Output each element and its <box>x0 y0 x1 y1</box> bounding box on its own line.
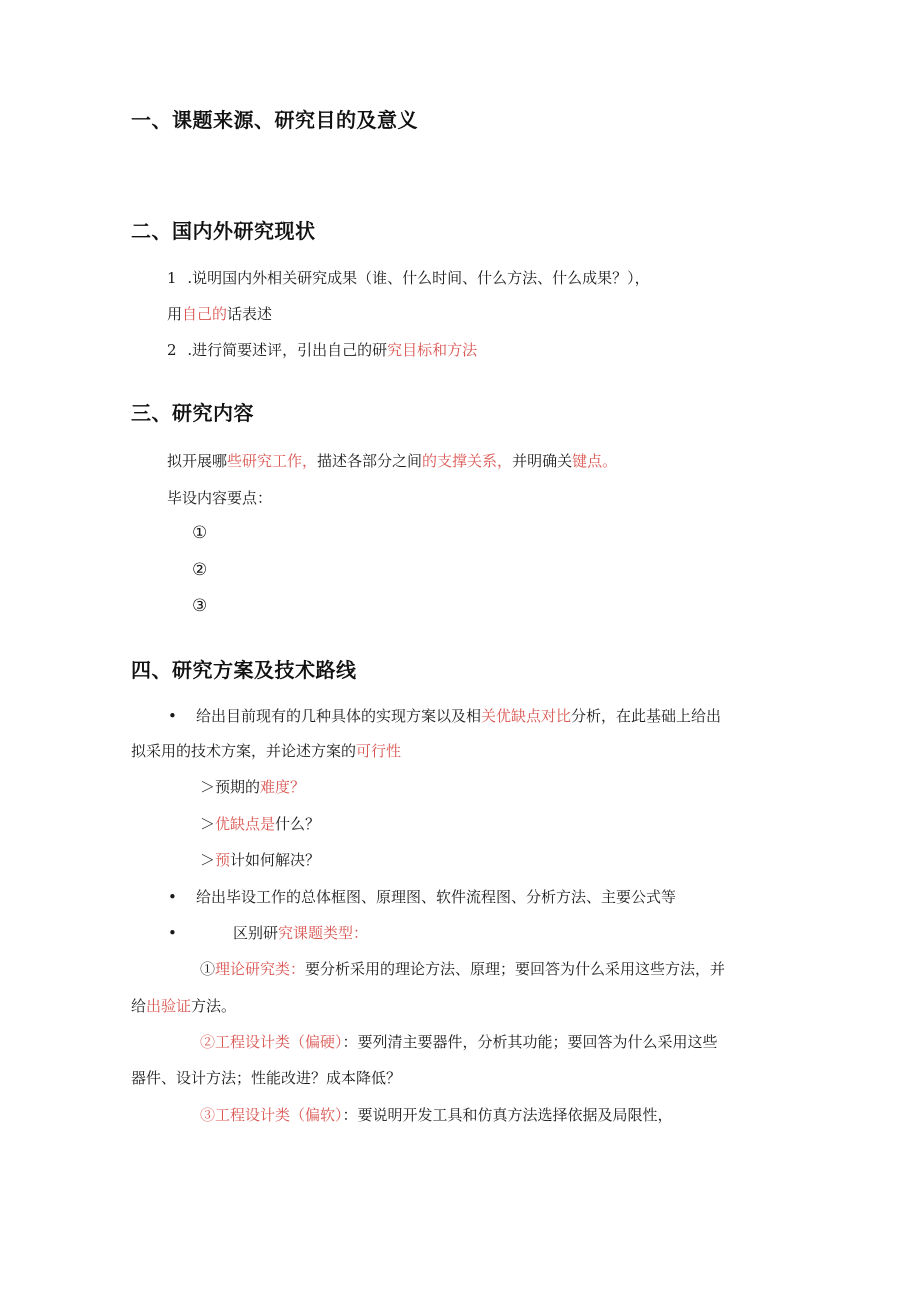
text-segment: 要分析采用的理论方法、原理；要回答为什么采用这些方法，并 <box>305 960 726 978</box>
text-segment: 给 <box>131 997 147 1015</box>
section-1-heading: 一、课题来源、研究目的及意义 <box>131 108 418 132</box>
item-number: 2 <box>167 341 177 359</box>
type-1-line-2 <box>131 996 236 1016</box>
highlight-segment: 难度？ <box>260 778 306 796</box>
text-segment: 什么？ <box>275 815 321 833</box>
section-3-points-title: 毕设内容要点： <box>167 489 273 507</box>
highlight-segment: 些研究工作， <box>227 452 318 470</box>
text-segment: 方法。 <box>191 997 237 1015</box>
text-segment: ① <box>200 960 216 978</box>
question-2 <box>200 814 320 834</box>
text-segment: 话表述 <box>227 305 273 323</box>
point-marker-3: ③ <box>192 596 208 616</box>
text-segment: 给出目前现有的几种具体的实现方案以及相 <box>196 707 482 725</box>
text-segment: 用 <box>167 305 183 323</box>
point-marker-1: ① <box>192 523 208 543</box>
highlight-segment: ③工程设计类（偏软） <box>200 1106 343 1124</box>
section-2-item-2 <box>167 340 477 360</box>
highlight-segment: 优缺点是 <box>215 815 276 833</box>
text-segment: 分析，在此基础上给出 <box>571 707 722 725</box>
highlight-segment: 自己的 <box>182 305 228 323</box>
item-number: 1 <box>167 269 177 287</box>
highlight-segment: 关优缺点对比 <box>481 707 572 725</box>
type-2-line-2: 器件、设计方法；性能改进？成本降低？ <box>131 1069 402 1087</box>
type-1-line-1 <box>200 959 725 979</box>
section-2-heading: 二、国内外研究现状 <box>131 219 316 243</box>
point-marker-2: ② <box>192 560 208 580</box>
bullet-3-text <box>233 923 368 943</box>
text-segment: ＞预期的 <box>200 778 261 796</box>
text-segment: ＞ <box>200 851 216 869</box>
item-text: .说明国内外相关研究成果（谁、什么时间、什么方法、什么成果？）， <box>187 269 650 287</box>
text-segment: 并明确关 <box>512 452 573 470</box>
bullet-2-text: 给出毕设工作的总体框图、原理图、软件流程图、分析方法、主要公式等 <box>196 888 677 906</box>
highlight-segment: 理论研究类： <box>215 960 306 978</box>
bullet-1-line-1 <box>196 706 721 726</box>
type-3-line-1 <box>200 1105 673 1125</box>
section-3-paragraph <box>167 451 617 471</box>
highlight-segment: 可行性 <box>356 742 402 760</box>
text-segment: 拟采用的技术方案，并论述方案的 <box>131 742 357 760</box>
highlight-segment: 究课题类型： <box>278 924 369 942</box>
text-segment: 描述各部分之间 <box>317 452 423 470</box>
highlight-segment: ②工程设计类（偏硬） <box>200 1033 343 1051</box>
text-segment: ：要列清主要器件，分析其功能；要回答为什么采用这些 <box>342 1033 718 1051</box>
section-2-item-1-line-1 <box>167 268 650 288</box>
text-segment: ：要说明开发工具和仿真方法选择依据及局限性， <box>342 1106 673 1124</box>
type-2-line-1 <box>200 1032 718 1052</box>
text-segment: 计如何解决？ <box>230 851 321 869</box>
highlight-segment: 键点。 <box>572 452 618 470</box>
bullet-2-marker: • <box>168 888 177 906</box>
highlight-segment: 预 <box>215 851 231 869</box>
text-segment: ＞ <box>200 815 216 833</box>
bullet-1-line-2 <box>131 741 401 761</box>
highlight-segment: 的支撑关系， <box>422 452 513 470</box>
bullet-3-marker: • <box>168 924 177 942</box>
highlight-segment: 出验证 <box>146 997 192 1015</box>
section-3-heading: 三、研究内容 <box>131 401 254 425</box>
question-1 <box>200 777 305 797</box>
question-3 <box>200 850 320 870</box>
section-4-heading: 四、研究方案及技术路线 <box>131 658 357 682</box>
section-2-item-1-line-2 <box>167 304 272 324</box>
text-segment: 区别研 <box>233 924 279 942</box>
text-segment: .进行简要述评，引出自己的研 <box>187 341 388 359</box>
highlight-segment: 究目标和方法 <box>387 341 478 359</box>
text-segment: 拟开展哪 <box>167 452 228 470</box>
bullet-1-marker: • <box>168 707 177 725</box>
